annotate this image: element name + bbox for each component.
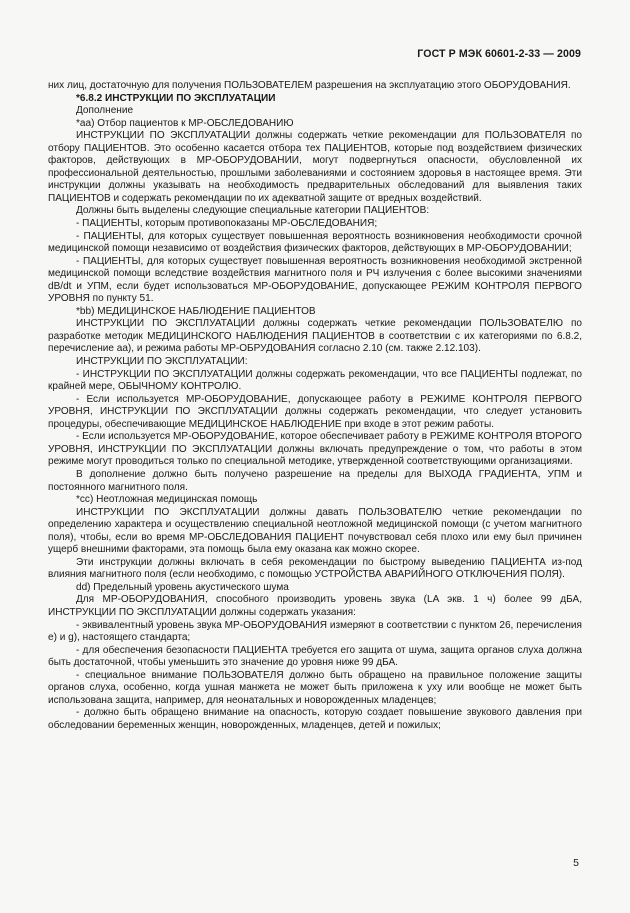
- paragraph: ИНСТРУКЦИИ ПО ЭКСПЛУАТАЦИИ должны содержать четкие рекомендации ПОЛЬЗОВАТЕЛЮ по разработке методик МЕДИЦИНСКОГО НАБЛЮДЕНИЯ ПАЦИЕНТОВ в соответствии с их категориями по 6.8.2, перечисление аа), и режима работы МР-ОБРУДОВАНИЯ согласно 2.10 (см. также 2.12.103).: [48, 318, 582, 355]
- paragraph: ИНСТРУКЦИИ ПО ЭКСПЛУАТАЦИИ должны давать ПОЛЬЗОВАТЕЛЮ четкие рекомендации по определению характера и осуществлению специальной неотложной медицинской помощи (с учетом магнитного поля), чтобы, если во время МР-ОБСЛЕДОВАНИЯ ПАЦИЕНТ почувствовал себя плохо или ему был причинен ущерб внешними факторами, эта помощь была ему оказана как можно скорее.: [48, 506, 582, 556]
- paragraph: dd) Предельный уровень акустического шума: [76, 581, 289, 593]
- paragraph: *bb) МЕДИЦИНСКОЕ НАБЛЮДЕНИЕ ПАЦИЕНТОВ: [76, 305, 316, 317]
- paragraph: Дополнение: [76, 105, 134, 117]
- paragraph: - для обеспечения безопасности ПАЦИЕНТА требуется его защита от шума, защита органов слуха должна быть достаточной, чтобы уменьшить это значение до уровня ниже 99 дБА.: [48, 644, 582, 669]
- paragraph: - ИНСТРУКЦИИ ПО ЭКСПЛУАТАЦИИ должны содержать рекомендации, что все ПАЦИЕНТЫ подлежат, по крайней мере, ОБЫЧНОМУ КОНТРОЛЮ.: [48, 368, 582, 393]
- page-number: 5: [573, 857, 579, 869]
- paragraph: них лиц, достаточную для получения ПОЛЬЗОВАТЕЛЕМ разрешения на эксплуатацию этого ОБОРУДОВАНИЯ.: [48, 80, 571, 91]
- paragraph: - ПАЦИЕНТЫ, для которых существует повышенная вероятность возникновения необходимой экстренной медицинской помощи вследствие воздействия магнитного поля и РЧ излучения с более высокими значениями dB/dt и УПМ, если будет использоваться МР-ОБОРУДОВАНИЕ, допускающее РЕЖИМ КОНТРОЛЯ ПЕРВОГО УРОВНЯ по пункту 51.: [48, 255, 582, 305]
- paragraph: - ПАЦИЕНТЫ, которым противопоказаны МР-ОБСЛЕДОВАНИЯ;: [76, 218, 378, 230]
- paragraph: - должно быть обращено внимание на опасность, которую создает повышение звукового давления при обследовании беременных женщин, новорожденных, младенцев, детей и пожилых;: [48, 707, 582, 731]
- paragraph: *6.8.2 ИНСТРУКЦИИ ПО ЭКСПЛУАТАЦИИ: [76, 92, 276, 104]
- paragraph: Для МР-ОБОРУДОВАНИЯ, способного производить уровень звука (LA экв. 1 ч) более 99 дБА, ИНСТРУКЦИИ ПО ЭКСПЛУАТАЦИИ должны содержать указания:: [48, 594, 582, 618]
- paragraph: - Если используется МР-ОБОРУДОВАНИЕ, допускающее работу в РЕЖИМЕ КОНТРОЛЯ ПЕРВОГО УРОВНЯ, ИНСТРУКЦИИ ПО ЭКСПЛУАТАЦИИ должны содержать рекомендации, что следует установить процедуры, обеспечивающие МЕДИЦИНСКОЕ НАБЛЮДЕНИЕ при входе в этот режим работы.: [48, 393, 582, 430]
- paragraph: Должны быть выделены следующие специальные категории ПАЦИЕНТОВ:: [76, 205, 430, 217]
- paragraph: - Если используется МР-ОБОРУДОВАНИЕ, которое обеспечивает работу в РЕЖИМЕ КОНТРОЛЯ ВТОРОГО УРОВНЯ, ИНСТРУКЦИИ ПО ЭКСПЛУАТАЦИИ должны включать предупреждение о том, что работы в этом режиме могут проводиться только по специальной методике, утвержденной соответствующими организациями.: [48, 431, 582, 468]
- paragraph: - ПАЦИЕНТЫ, для которых существует повышенная вероятность возникновения необходимости срочной медицинской помощи независимо от воздействия физических факторов, действующих в МР-ОБОРУДОВАНИИ;: [48, 230, 582, 255]
- paragraph: ИНСТРУКЦИИ ПО ЭКСПЛУАТАЦИИ должны содержать четкие рекомендации для ПОЛЬЗОВАТЕЛЯ по отбору ПАЦИЕНТОВ. Это особенно касается отбора тех ПАЦИЕНТОВ, которые под воздействием физических факторов, действующих в МР-ОБОРУДОВАНИИ, могут подвергнуться опасности, обусловленной их профессиональной деятельностью, прошлыми заболеваниями и состоянием здоровья в настоящее время. Эти инструкции должны указывать на необходимость предварительных обследований для выявления таких ПАЦИЕНТОВ и содержать рекомендации по их адекватной защите от вредных воздействий.: [48, 130, 582, 204]
- paragraph: ИНСТРУКЦИИ ПО ЭКСПЛУАТАЦИИ:: [76, 356, 248, 368]
- paragraph: *cc) Неотложная медицинская помощь: [76, 494, 258, 506]
- paragraph: - специальное внимание ПОЛЬЗОВАТЕЛЯ должно быть обращено на правильное положение защиты органов слуха, особенно, когда ушная манжета не может быть приложена к уху или вообще не может быть использована защита, например, для неонатальных и новорожденных младенцев;: [48, 669, 582, 706]
- standard-header: ГОСТ Р МЭК 60601-2-33 — 2009: [417, 48, 581, 60]
- paragraph: Эти инструкции должны включать в себя рекомендации по быстрому выведению ПАЦИЕНТА из-под влияния магнитного поля (если необходимо, с помощью УСТРОЙСТВА АВАРИЙНОГО ОТКЛЮЧЕНИЯ ПОЛЯ).: [48, 556, 582, 581]
- paragraph: В дополнение должно быть получено разрешение на пределы для ВЫХОДА ГРАДИЕНТА, УПМ и постоянного магнитного поля.: [48, 468, 582, 493]
- paragraph: - эквивалентный уровень звука МР-ОБОРУДОВАНИЯ измеряют в соответствии с пунктом 26, перечисления е) и g), настоящего стандарта;: [48, 619, 582, 644]
- body-text: [48, 80, 582, 732]
- paragraph: *аа) Отбор пациентов к МР-ОБСЛЕДОВАНИЮ: [76, 117, 294, 129]
